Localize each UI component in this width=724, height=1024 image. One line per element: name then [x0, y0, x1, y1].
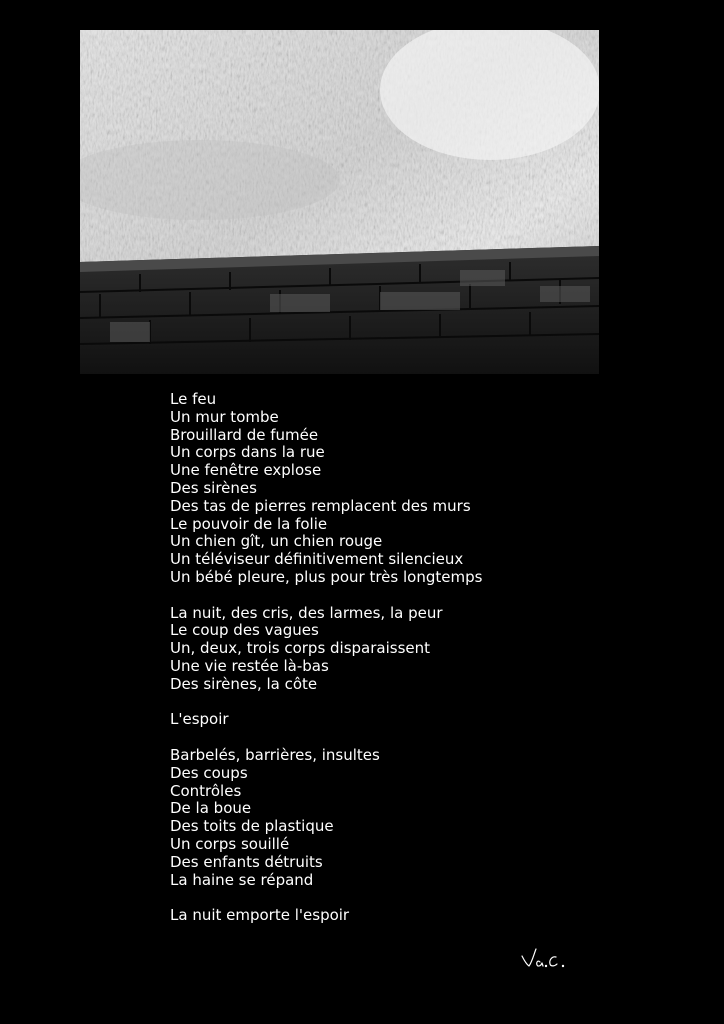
poem-line: Brouillard de fumée [170, 425, 319, 444]
stanza-3 [170, 711, 650, 729]
poem-line: Un téléviseur définitivement silencieux [170, 550, 464, 569]
stanza-4 [170, 747, 650, 889]
poem-line: Des enfants détruits [170, 852, 323, 871]
poem-line: Barbelés, barrières, insultes [170, 745, 380, 764]
poem-line: Des toits de plastique [170, 817, 334, 836]
poem-line: Un corps souillé [170, 834, 290, 853]
poem-line: Une fenêtre explose [170, 461, 322, 480]
wave-wall-illustration [80, 30, 599, 374]
poem-line: Un bébé pleure, plus pour très longtemps [170, 567, 483, 586]
poem-line: Des tas de pierres remplacent des murs [170, 496, 471, 515]
poem-line: Le feu [170, 390, 217, 408]
poem-line: La haine se répand [170, 870, 314, 889]
poem-line: Une vie restée là-bas [170, 656, 329, 675]
poem-line: Un, deux, trois corps disparaissent [170, 639, 431, 658]
poem-line: Un chien gît, un chien rouge [170, 532, 383, 551]
poem-line: Des sirènes, la côte [170, 674, 318, 693]
poem-line: L'espoir [170, 710, 229, 729]
stanza-1 [170, 391, 650, 587]
poem-line: La nuit emporte l'espoir [170, 906, 350, 925]
poem-line: Contrôles [170, 781, 242, 800]
stanza-5 [170, 907, 650, 925]
poem-line: Le pouvoir de la folie [170, 514, 328, 533]
poem-line: Un corps dans la rue [170, 443, 325, 462]
poem-line: Des coups [170, 763, 248, 782]
handwritten-signature [516, 944, 576, 974]
wave-wall-photo [80, 30, 599, 374]
poem-line: Un mur tombe [170, 407, 279, 426]
poem-line: Des sirènes [170, 478, 257, 497]
stanza-2 [170, 605, 650, 694]
poem [170, 391, 650, 925]
poem-line: Le coup des vagues [170, 621, 319, 640]
signature-drawing [516, 944, 576, 974]
poem-line: De la boue [170, 799, 252, 818]
poem-line: La nuit, des cris, des larmes, la peur [170, 603, 443, 622]
